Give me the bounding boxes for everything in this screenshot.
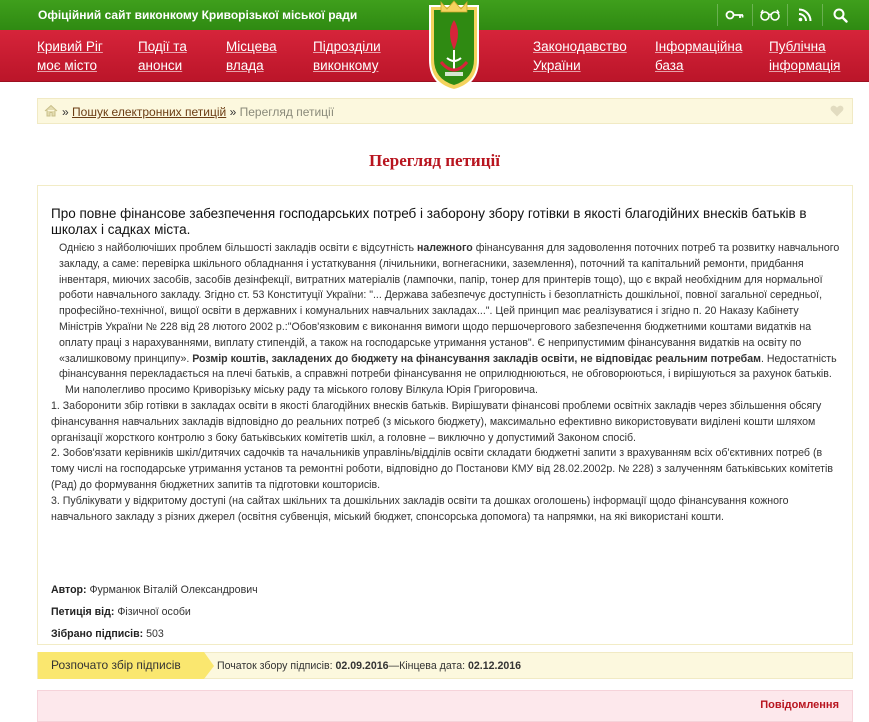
- nav-item-label: база: [655, 58, 684, 73]
- home-icon[interactable]: [44, 104, 58, 120]
- breadcrumb-trail: [62, 105, 334, 119]
- heart-icon[interactable]: [830, 105, 844, 120]
- from-value: Фізичної особи: [117, 606, 191, 618]
- petition-paragraph: Ми наполегливо просимо Криворізьку міську раду та міського голову Вілкула Юрія Григоровича.: [65, 384, 538, 397]
- nav-item-local-government[interactable]: [226, 37, 277, 75]
- petition-author: [51, 584, 258, 596]
- city-coat-of-arms-logo[interactable]: [427, 0, 481, 92]
- status-arrow: [204, 652, 214, 679]
- petition-paragraph: 2. Зобов'язати керівників шкіл/дитячих садочків та начальників управлінь/відділів освіти складати бюджетні запити з врахуванням всіх об'єктивних потреб (в тому числі на господарське утримання установ та ремонтні роботи, відповідно до Постанови КМУ від 28.02.2002р. № 228) з залученням батьківських комітетів (Рад) до формування бюджетних запитів та підготовки кошторисів.: [51, 447, 834, 491]
- glasses-icon[interactable]: [752, 4, 787, 26]
- petition-signatures: [51, 628, 164, 640]
- breadcrumb-separator: »: [229, 105, 237, 119]
- page-title: Перегляд петиції: [369, 151, 500, 170]
- nav-item-label: інформація: [769, 58, 841, 73]
- petition-text: Однією з найболючіших проблем більшості закладів освіти є відсутність: [59, 242, 418, 254]
- petition-title: Про повне фінансове забезпечення господарських потреб і заборону збору готівки в якості благодійних внесків батьків в школах і садках міста.: [51, 206, 807, 237]
- end-date: 02.12.2016: [468, 660, 522, 672]
- nav-item-events[interactable]: [138, 37, 187, 75]
- messages-title: Повідомлення: [760, 699, 839, 711]
- author-value: Фурманюк Віталій Олександрович: [89, 584, 258, 596]
- start-date-label: Початок збору підписів:: [217, 660, 333, 672]
- nav-item-label: моє місто: [37, 58, 97, 73]
- petition-from: [51, 606, 191, 618]
- key-icon[interactable]: [717, 4, 752, 26]
- status-badge: Розпочато збір підписів: [38, 652, 204, 679]
- messages-panel: [37, 690, 853, 722]
- petition-paragraph: [51, 241, 841, 383]
- start-date: 02.09.2016: [335, 660, 389, 672]
- nav-item-label: Підрозділи: [313, 39, 381, 54]
- petition-paragraph: 3. Публікувати у відкритому доступі (на сайтах шкільних та дошкільних закладів освіти та дошках оголошень) інформації щодо фінансування кожного навчального закладу з різних джерел (освітня субвенція, міський бюджет, спонсорська допомога) та напрямки, на які використані кошти.: [51, 494, 789, 523]
- petition-paragraph: 1. Заборонити збір готівки в закладах освіти в якості благодійних внесків батьків. Вирішувати фінансові проблеми освітніх закладів через збільшення обсягу фінансування навчальних закладів відповідно до реальних потреб (з міського бюджету), максимально ефективно використовувати виділені кошти шляхом організації жорсткого контролю з боку батьківських комітетів шкіл, а головне – виключно у допустимий Законом спосіб.: [51, 399, 822, 444]
- nav-item-kryvyi-rih[interactable]: [37, 37, 103, 75]
- nav-item-label: Місцева: [226, 39, 277, 54]
- status-dates: [217, 660, 521, 672]
- breadcrumb-separator: »: [62, 105, 69, 119]
- breadcrumb-link-petition-search[interactable]: Пошук електронних петицій: [72, 105, 227, 119]
- petition-body: [51, 241, 841, 525]
- nav-item-legislation[interactable]: [533, 37, 627, 75]
- nav-item-label: влада: [226, 58, 264, 73]
- nav-item-public-info[interactable]: [769, 37, 840, 75]
- end-date-label: Кінцева дата:: [399, 660, 466, 672]
- petition-text-bold: належного: [417, 242, 473, 254]
- nav-item-departments[interactable]: [313, 37, 381, 75]
- site-title[interactable]: Офіційний сайт виконкому Криворізької міської ради: [38, 8, 358, 22]
- nav-item-label: Інформаційна: [655, 39, 743, 54]
- from-label: Петиція від:: [51, 606, 115, 618]
- breadcrumb: [37, 98, 853, 124]
- nav-item-label: Законодавство: [533, 39, 627, 54]
- nav-item-label: України: [533, 58, 581, 73]
- signatures-count: 503: [146, 628, 164, 640]
- top-icons: [717, 4, 857, 26]
- nav-item-label: Події та: [138, 39, 187, 54]
- nav-item-label: анонси: [138, 58, 183, 73]
- petition-card: [37, 185, 853, 645]
- signatures-label: Зібрано підписів:: [51, 628, 144, 640]
- petition-text: фінансування для задоволення поточних потреб та розвитку навчального закладу, а саме: перевірка шкільного обладнання і устаткування (лічильники, вогнегасники, заземлення), поточний та капітальний ремонти, придбання інвентаря, миючих засобів, засобів дезінфекції, витратних матеріалів (лампочки, папір, тонер для принтерів тощо), що є вкрай необхідним для нормальної роботи навчального закладу. Згідно ст. 53 Конституції України: "... Держава забезпечує доступність і безоплатність дошкільної, повної загальної середньої, професійно-технічної, вищої освіти в державних і комунальних навчальних закладах...". Цей принцип має реалізуватися і згідно п. 20 Наказу Кабінету Міністрів України № 228 від 28 лютого 2002 р.:"Обов'язковим є виконання вимоги щодо першочергового забезпечення бюджетними коштами видатків на оплату праці з нарахуваннями, виплату стипендій, а також на господарське утримання установ". Є неприпустимим фінансування видатків на освіту по «залишковому принципу».: [59, 242, 840, 365]
- search-icon[interactable]: [822, 4, 857, 26]
- petition-text: . Недостатність фінансування перекладається на плечі батьків, а справжні потреби фінансування не оприлюднюються, не обговорюються, і вирішуються за рахунок батьків.: [59, 352, 837, 381]
- nav-item-label: виконкому: [313, 58, 379, 73]
- petition-status-bar: [37, 652, 853, 679]
- petition-text-bold: Розмір коштів, закладених до бюджету на фінансування закладів освіти, не відповідає реальним потребам: [192, 352, 761, 365]
- date-separator: —: [388, 660, 400, 672]
- nav-item-info-base[interactable]: [655, 37, 742, 75]
- nav-item-label: Публічна: [769, 39, 826, 54]
- nav-item-label: Кривий Ріг: [37, 39, 103, 54]
- breadcrumb-current: Перегляд петиції: [239, 105, 335, 119]
- author-label: Автор:: [51, 584, 87, 596]
- rss-icon[interactable]: [787, 4, 822, 26]
